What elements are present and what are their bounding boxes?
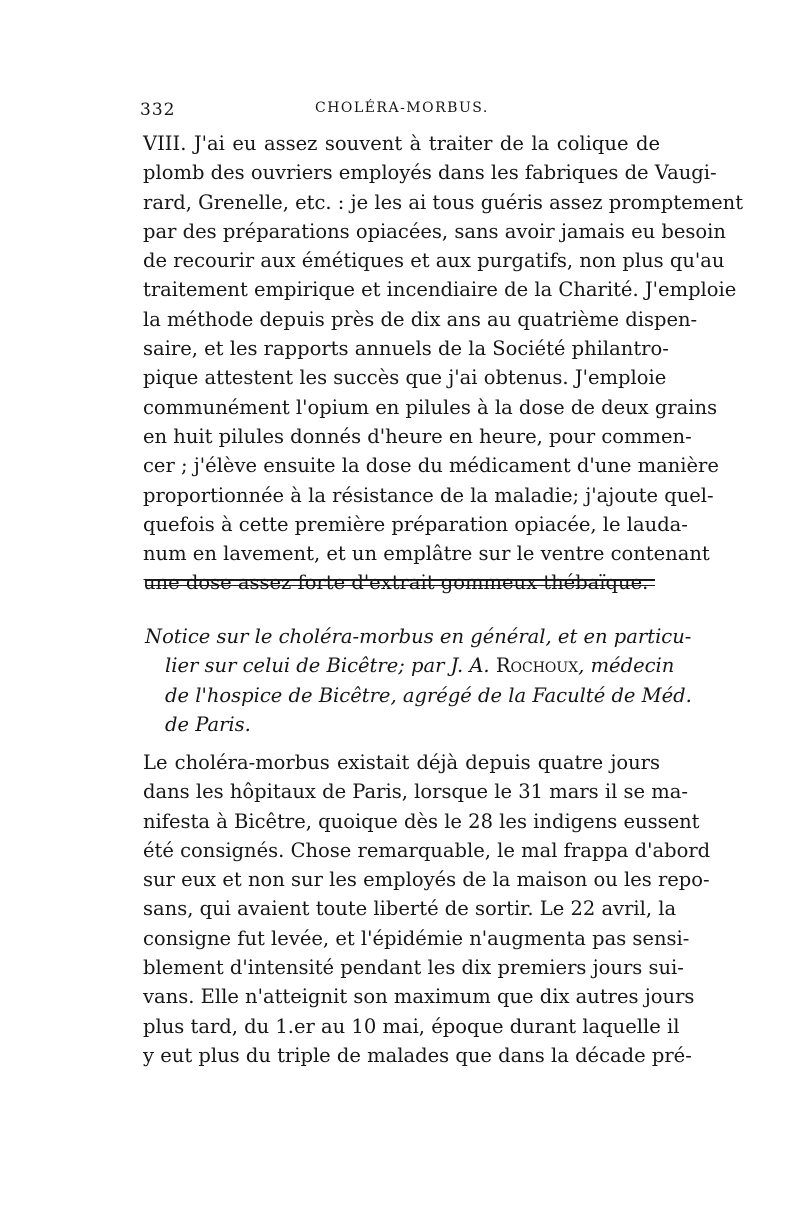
text-line: num en lavement, et un emplâtre sur le ventre contenant xyxy=(143,542,710,566)
section-divider-thick xyxy=(145,579,655,581)
notice-title-line: de Paris. xyxy=(165,712,251,736)
author-name: Rochoux xyxy=(495,654,579,678)
paragraph-bicetre xyxy=(143,748,711,1070)
text-line: blement d'intensité pendant les dix premiers jours sui- xyxy=(143,956,684,980)
notice-title xyxy=(145,622,692,739)
text-line: cer ; j'élève ensuite la dose du médicament d'une manière xyxy=(143,454,719,478)
text-line: été consignés. Chose remarquable, le mal frappa d'abord xyxy=(143,838,711,862)
text-line: une dose assez forte d'extrait gommeux thébaïque. xyxy=(143,571,649,595)
text-line: consigne fut levée, et l'épidémie n'augmenta pas sensi- xyxy=(143,926,690,950)
text-line: proportionnée à la résistance de la maladie; j'ajoute quel- xyxy=(143,483,714,507)
text-line: nifesta à Bicêtre, quoique dès le 28 les indigens eussent xyxy=(143,809,700,833)
page-header xyxy=(140,100,660,126)
text-line: Le choléra-morbus existait déjà depuis quatre jours xyxy=(143,751,660,774)
paragraph-colique-de-plomb xyxy=(143,129,744,598)
notice-title-line: de l'hospice de Bicêtre, agrégé de la Faculté de Méd. xyxy=(165,683,692,707)
page-number: 332 xyxy=(140,100,176,120)
text-line: vans. Elle n'atteignit son maximum que dix autres jours xyxy=(143,985,695,1009)
text-line: sur eux et non sur les employés de la maison ou les repo- xyxy=(143,868,710,892)
running-title: CHOLÉRA-MORBUS. xyxy=(315,100,489,116)
text-line: plomb des ouvriers employés dans les fabriques de Vaugi- xyxy=(143,161,717,185)
text-line: saire, et les rapports annuels de la Société philantro- xyxy=(143,337,669,361)
notice-title-line xyxy=(145,651,675,680)
text-line: dans les hôpitaux de Paris, lorsque le 31 mars il se ma- xyxy=(143,780,688,804)
text-line: quefois à cette première préparation opiacée, le lauda- xyxy=(143,512,688,536)
notice-title-text: lier sur celui de Bicêtre; par J. A. xyxy=(165,654,490,678)
text-line: de recourir aux émétiques et aux purgatifs, non plus qu'au xyxy=(143,249,725,273)
text-line: par des préparations opiacées, sans avoir jamais eu besoin xyxy=(143,219,726,243)
text-line: plus tard, du 1.er au 10 mai, époque durant laquelle il xyxy=(143,1014,680,1038)
text-line: la méthode depuis près de dix ans au quatrième dispen- xyxy=(143,307,698,331)
text-line: sans, qui avaient toute liberté de sortir. Le 22 avril, la xyxy=(143,897,677,921)
section-divider-thin xyxy=(145,585,655,586)
text-line: VIII. J'ai eu assez souvent à traiter de la colique de xyxy=(143,132,660,155)
text-line: en huit pilules donnés d'heure en heure, pour commen- xyxy=(143,424,692,448)
text-line: communément l'opium en pilules à la dose de deux grains xyxy=(143,395,718,419)
notice-title-line: Notice sur le choléra-morbus en général, et en particu- xyxy=(145,625,692,648)
text-line: pique attestent les succès que j'ai obtenus. J'emploie xyxy=(143,366,667,390)
text-line: traitement empirique et incendiaire de la Charité. J'emploie xyxy=(143,278,737,302)
text-line: y eut plus du triple de malades que dans la décade pré- xyxy=(143,1043,692,1067)
text-line: rard, Grenelle, etc. : je les ai tous guéris assez promptement xyxy=(143,190,744,214)
notice-title-text: , médecin xyxy=(578,654,675,678)
